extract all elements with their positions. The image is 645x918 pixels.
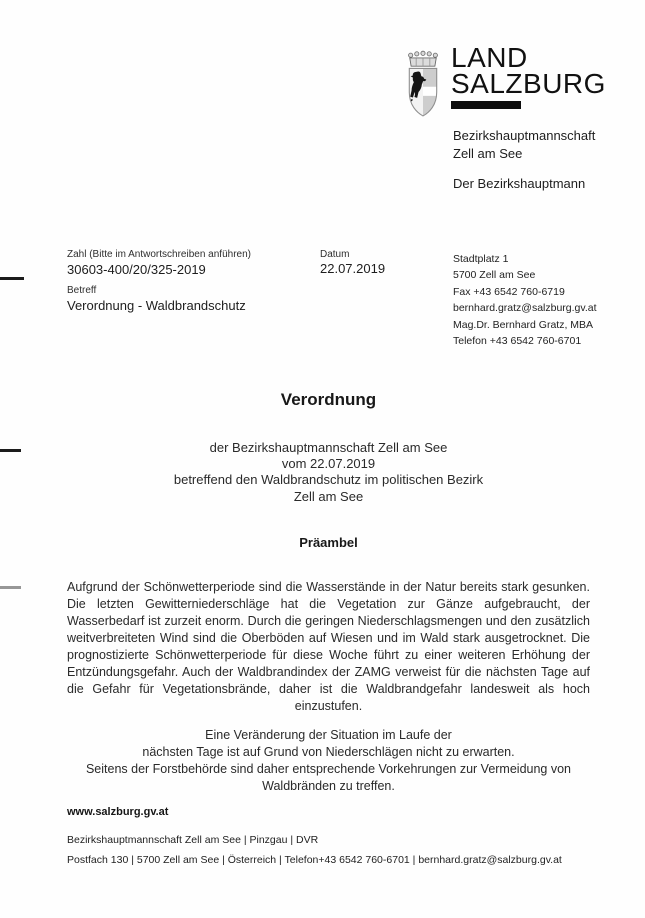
land-salzburg-logo bbox=[402, 42, 606, 119]
document-body bbox=[67, 385, 590, 795]
paragraph-outlook: Eine Veränderung der Situation im Laufe der nächsten Tage ist auf Grund von Niederschlägen nicht zu erwarten. Seitens der Forstbehörde sind daher entsprechende Vorkehrungen zur Vermeidung von Waldbränden zu treffen. bbox=[85, 727, 572, 793]
date-block bbox=[320, 249, 385, 276]
footer-address-line: Postfach 130 | 5700 Zell am See | Österreich | Telefon+43 6542 760-6701 | bernhard.gratz@salzburg.gv.at bbox=[67, 854, 562, 866]
paragraph-preamble: Aufgrund der Schönwetterperiode sind die Wasserstände in der Natur bereits stark gesunken. Die letzten Gewitterniederschläge hat die Vegetation zur Gänze aufgebraucht, der Wasserbedarf ist zurzeit enorm. Durch die geringen Niederschlagsmengen und den zusätzlich weitverbreiteten Wind sind die Oberböden auf Wiesen und im Wald stark ausgetrocknet. Die prognostizierte Schönwetterperiode für diese Woche führt zu einer weiteren Erhöhung der Entzündungsgefahr. Auch der Waldbrandindex der ZAMG verweist für die nächsten Tage auf die Gefahr für Vegetationsbrände, daher ist die Waldbrandgefahr landesweit als hoch einzustufen. bbox=[67, 579, 590, 713]
section-heading-praeambel: Präambel bbox=[299, 534, 358, 550]
footer-website: www.salzburg.gv.at bbox=[67, 806, 169, 818]
betreff-value: Verordnung - Waldbrandschutz bbox=[67, 298, 246, 313]
datum-value: 22.07.2019 bbox=[320, 261, 386, 276]
document-title: Verordnung bbox=[280, 390, 377, 409]
salzburg-coat-of-arms-icon bbox=[402, 49, 444, 119]
zahl-label: Zahl (Bitte im Antwortschreiben anführen) bbox=[67, 249, 251, 260]
fold-mark-bottom bbox=[0, 586, 21, 589]
fold-mark-top bbox=[0, 277, 24, 280]
org-block bbox=[453, 127, 595, 193]
footer-org-line: Bezirkshauptmannschaft Zell am See | Pinzgau | DVR bbox=[67, 834, 319, 846]
datum-label: Datum bbox=[320, 249, 350, 260]
brand-underline-bar bbox=[451, 101, 521, 109]
brand-wordmark bbox=[451, 42, 606, 109]
zahl-value: 30603-400/20/325-2019 bbox=[67, 262, 206, 277]
org-name-line2: Zell am See bbox=[453, 146, 523, 161]
org-name-line1: Bezirkshauptmannschaft bbox=[453, 128, 596, 143]
contact-block: Stadtplatz 1 5700 Zell am See Fax +43 6542 760-6719 bernhard.gratz@salzburg.gv.at Mag.Dr. Bernhard Gratz, MBA Telefon +43 6542 760-6701 bbox=[453, 253, 597, 348]
document-subtitle: der Bezirkshauptmannschaft Zell am See vom 22.07.2019 betreffend den Waldbrandschutz im politischen Bezirk Zell am See bbox=[173, 440, 484, 504]
brand-line-salzburg: SALZBURG bbox=[451, 68, 606, 99]
brand-line-land: LAND bbox=[451, 42, 528, 73]
reference-meta-block bbox=[67, 249, 251, 313]
sender-line: Der Bezirkshauptmann bbox=[453, 176, 586, 191]
betreff-label: Betreff bbox=[67, 285, 97, 296]
fold-mark-middle bbox=[0, 449, 21, 452]
footer bbox=[67, 806, 562, 867]
